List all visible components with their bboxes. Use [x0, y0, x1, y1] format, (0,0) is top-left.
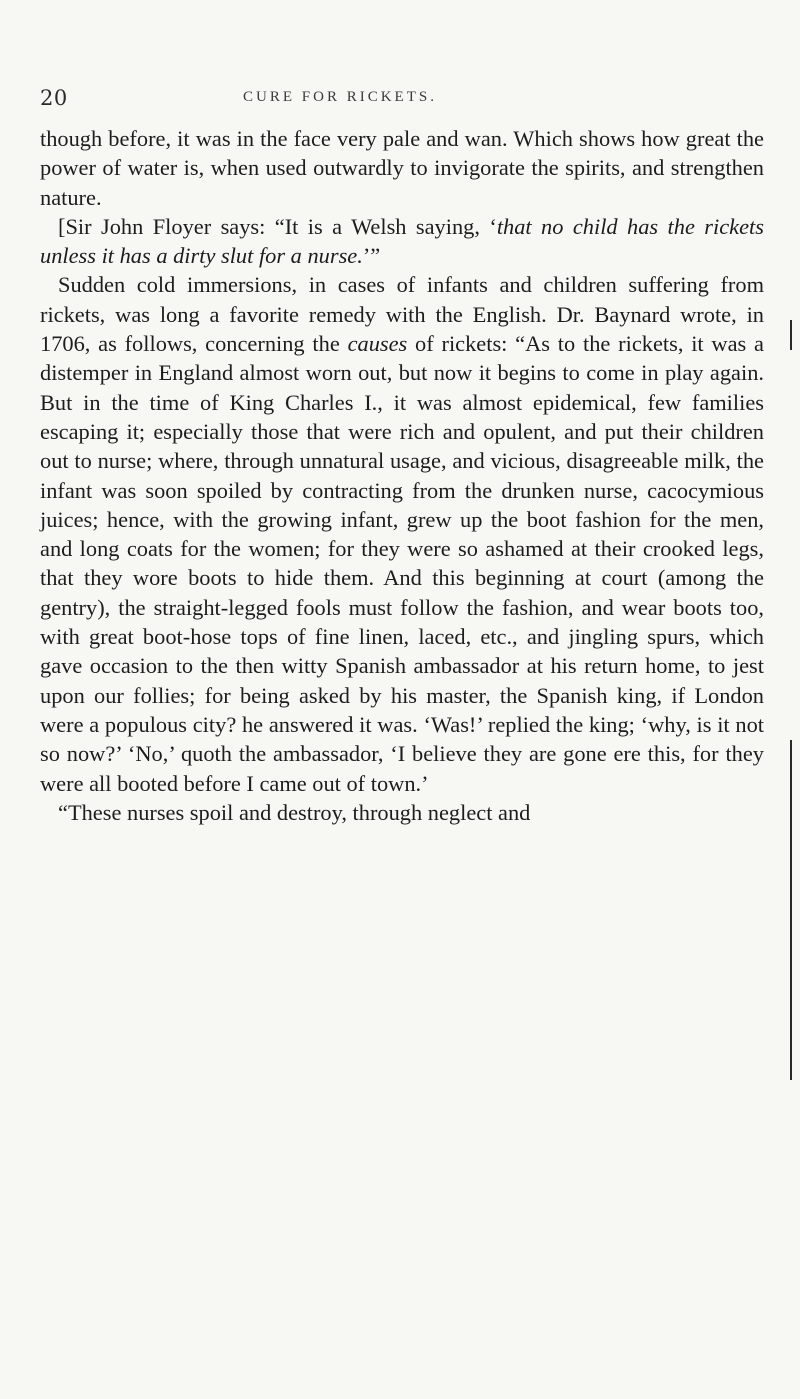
paragraph-nurses — [40, 798, 764, 827]
paragraph-continuation — [40, 124, 764, 212]
text-segment: though before, it was in the face very pale and wan. Which shows how great the power of water is, when used outwardly to invigorate the spirits, and strengthen nature. — [40, 126, 764, 210]
paragraph-baynard — [40, 270, 764, 797]
paragraph-floyer-quote — [40, 212, 764, 271]
scan-edge-mark — [790, 320, 792, 350]
italic-quote: that no child has the rickets unless it has a dirty slut for a nurse. — [40, 213, 764, 269]
text-segment: Sudden cold immersions, in cases of infants and children suffering from rickets, was long a favorite remedy with the English. Dr. Baynard wrote, in 1706, as follows, concerning the — [40, 272, 764, 357]
text-segment: of rickets: “As to the rickets, it was a distemper in England almost worn out, but now it begins to come in play again. But in the time of King Charles I., it was almost epidemical, few families escaping it; especially those that were rich and opulent, and put their children out to nurse; where, through unnatural usage, and vicious, disagreeable milk, the infant was soon spoiled by contracting from the drunken nurse, cacocymious juices; hence, with the growing infant, grew up the boot fashion for the men, and long coats for the women; for they were so ashamed at their crooked legs, that they wore boots to hide them. And this beginning at court (among the gentry), the straight-legged fools must follow the fashion, and wear boots too, with great boot-hose tops of fine linen, laced, etc., and jingling spurs, which gave occasion to the then witty Spanish ambassador at his return home, to jest upon our follies; for being asked by his master, the Spanish king, if London were a populous city? he answered it was. ‘Was!’ replied the king; ‘why, is it not so now?’ ‘No,’ quoth the ambassador, ‘I believe they are gone ere this, for they were all booted before I came out of town.’ — [40, 331, 764, 796]
body-text — [40, 124, 764, 827]
scan-edge-mark — [790, 740, 792, 1080]
text-segment: “These nurses spoil and destroy, through neglect and — [58, 799, 531, 825]
running-title: CURE FOR RICKETS. — [243, 89, 437, 105]
italic-word: causes — [347, 331, 408, 357]
text-segment: ’” — [362, 243, 381, 269]
text-segment: [Sir John Floyer says: “It is a Welsh saying, ‘ — [58, 213, 497, 239]
page-header — [40, 86, 760, 112]
page-number: 20 — [40, 86, 68, 110]
